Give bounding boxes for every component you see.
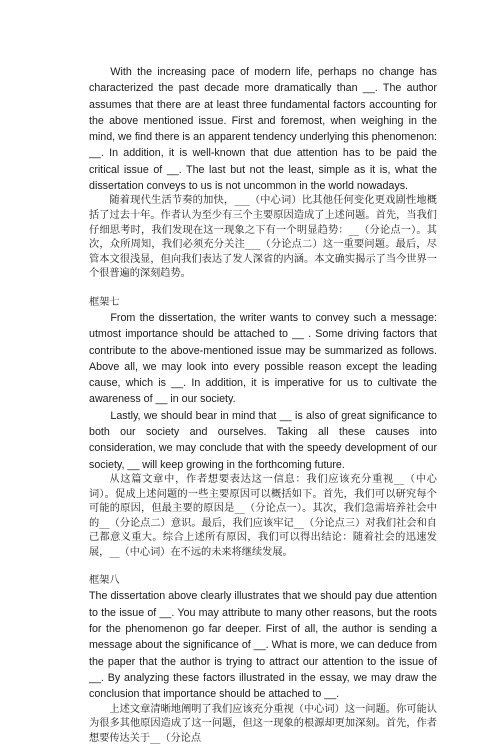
- chinese-paragraph: 从这篇文章中，作者想要表达这一信息：我们应该充分重视__（中心词）。促成上述问题的一些主要原因可以概括如下。首先，我们可以研究每个可能的原因，但最主要的原因是__（分论点一）。其次，我们急需培养社会中的__（分论点二）意识。最后，我们应该牢记__（分论点三）对我们社会和自己都意义重大。综合上述所有原因，我们可以得出结论：随着社会的迅速发展，__（中心词）在不远的未来将继续发展。: [89, 473, 437, 558]
- english-paragraph: The dissertation above clearly illustrates that we should pay due attention to the issue of __. You may attribute to many other reasons, but the roots for the phenomenon go far deeper. First of all, the author is sending a message about the significance of __. What is more, we can deduce from the paper that the author is trying to attract our attention to the issue of __. By analyzing these factors illustrated in the essay, we may draw the conclusion that importance should be attached to __.: [89, 590, 437, 701]
- section-spacer: [89, 560, 437, 574]
- section-heading-framework-7: 框架七: [89, 296, 120, 308]
- english-paragraph: With the increasing pace of modern life, perhaps no change has characterized the past decade more dramatically than __. The author assumes that there are at least three fundamental factors accounting for the above mentioned issue. First and foremost, when weighing in the mind, we find there is an apparent tendency underlying this phenomenon: __. In addition, it is well-known that due attention has to be paid the critical issue of __. The last but not the least, simple as it is, what the dissertation conveys to us is not uncommon in the world nowadays.: [89, 66, 437, 193]
- chinese-paragraph: 上述文章清晰地阐明了我们应该充分重视（中心词）这一问题。你可能认为很多其他原因造成了这一问题，但这一现象的根源却更加深刻。首先，作者想要传达关于__（分论点: [89, 703, 437, 744]
- section-spacer: [89, 282, 437, 296]
- english-paragraph: Lastly, we should bear in mind that __ is also of great significance to both our society and ourselves. Taking all these causes into consideration, we may conclude that with the speedy development of our society, __ will keep growing in the forthcoming future.: [89, 409, 437, 471]
- english-paragraph: From the dissertation, the writer wants to convey such a message: utmost importance should be attached to __ . Some driving factors that contribute to the above-mentioned issue may be summarized as follows. Above all, we may look into every possible reason except the leading cause, which is __. In addition, it is imperative for us to cultivate the awareness of __ in our society.: [89, 311, 437, 406]
- section-heading-framework-8: 框架八: [89, 575, 120, 587]
- chinese-paragraph: 随着现代生活节奏的加快，___（中心词）比其他任何变化更戏剧性地概括了过去十年。作者认为至少有三个主要原因造成了上述问题。首先，当我们仔细思考时，我们发现在这一现象之下有一个明显趋势：__（分论点一）。其次，众所周知，我们必须充分关注___（分论点二）这一重要问题。最后，尽管本文很浅显，但向我们表达了发人深省的内涵。本文确实揭示了当今世界一个很普遍的深刻趋势。: [89, 195, 437, 280]
- document-page: [89, 64, 437, 746]
